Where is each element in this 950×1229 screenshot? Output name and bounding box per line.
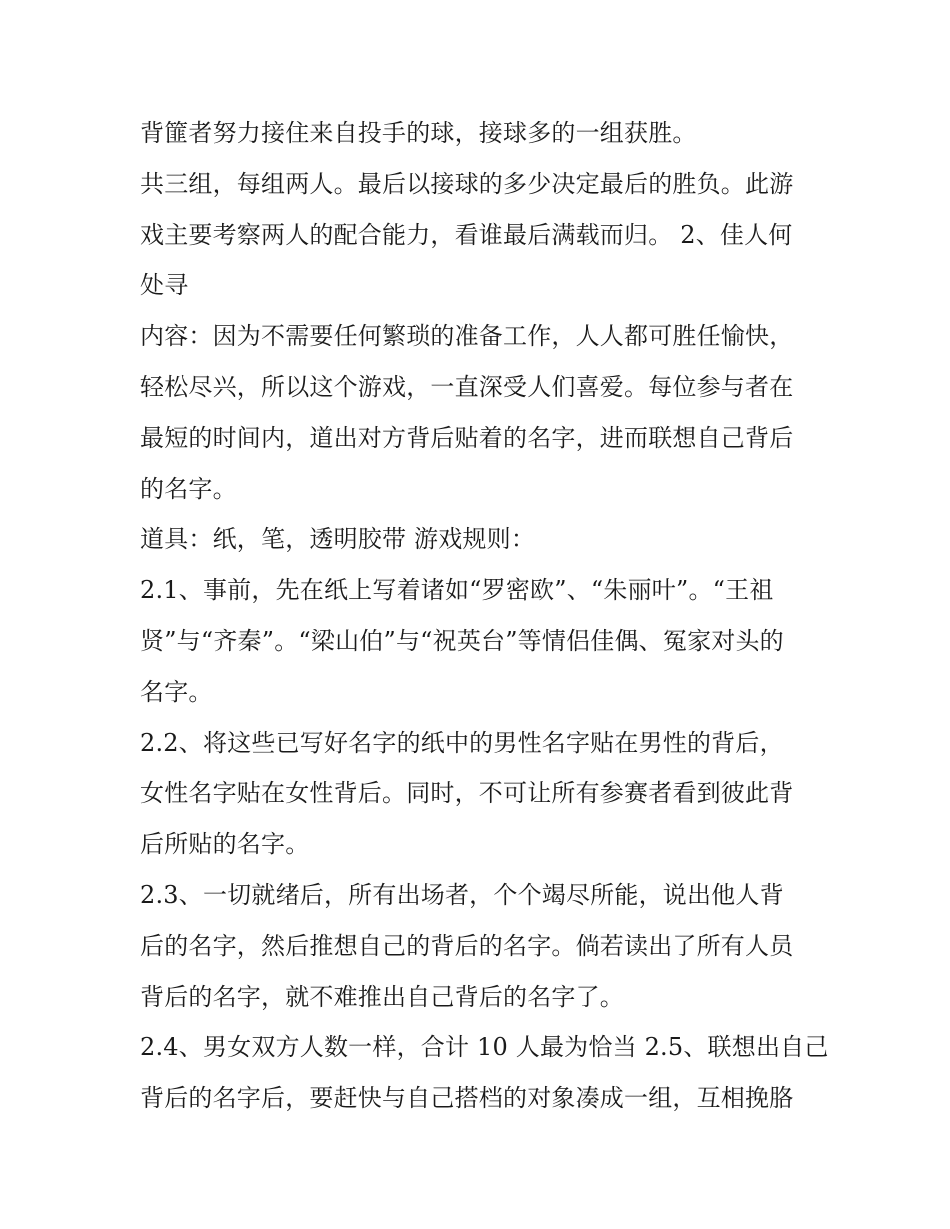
text-line: 戏主要考察两人的配合能力，看谁最后满载而归。 2、佳人何 bbox=[140, 220, 793, 249]
text-line: 轻松尽兴，所以这个游戏，一直深受人们喜爱。每位参与者在 bbox=[140, 372, 794, 401]
text-line: 处寻 bbox=[140, 271, 189, 300]
text-line: 道具：纸，笔，透明胶带 游戏规则： bbox=[140, 525, 536, 554]
text-line: 最短的时间内，道出对方背后贴着的名字，进而联想自己背后 bbox=[140, 423, 794, 452]
text-line: 的名字。 bbox=[140, 474, 237, 503]
text-line: 名字。 bbox=[140, 677, 213, 706]
text-line: 后的名字，然后推想自己的背后的名字。倘若读出了所有人员 bbox=[140, 931, 794, 960]
text-line: 背篚者努力接住来自投手的球，接球多的一组获胜。 bbox=[140, 119, 697, 147]
text-line: 背后的名字后，要赶快与自己搭档的对象凑成一组，互相挽胳 bbox=[140, 1084, 794, 1113]
text-line: 贤”与“齐秦”。“梁山伯”与“祝英台”等情侣佳偶、冤家对头的 bbox=[140, 626, 784, 655]
text-line: 2.1、事前，先在纸上写着诸如“罗密欧”、“朱丽叶”。“王祖 bbox=[140, 576, 774, 605]
text-line: 2.4、男女双方人数一样，合计 10 人最为恰当 2.5、联想出自己 bbox=[140, 1033, 829, 1062]
text-line: 后所贴的名字。 bbox=[140, 830, 310, 859]
text-line: 2.2、将这些已写好名字的纸中的男性名字贴在男性的背后， bbox=[140, 728, 784, 757]
document-body bbox=[140, 108, 829, 1124]
text-line: 2.3、一切就绪后，所有出场者，个个竭尽所能，说出他人背 bbox=[140, 880, 784, 909]
text-line: 内容：因为不需要任何繁琐的准备工作，人人都可胜任愉快， bbox=[140, 322, 794, 351]
text-line: 背后的名字，就不难推出自己背后的名字了。 bbox=[140, 982, 624, 1011]
text-line: 共三组，每组两人。最后以接球的多少决定最后的胜负。此游 bbox=[140, 169, 794, 198]
text-line: 女性名字贴在女性背后。同时，不可让所有参赛者看到彼此背 bbox=[140, 779, 794, 808]
